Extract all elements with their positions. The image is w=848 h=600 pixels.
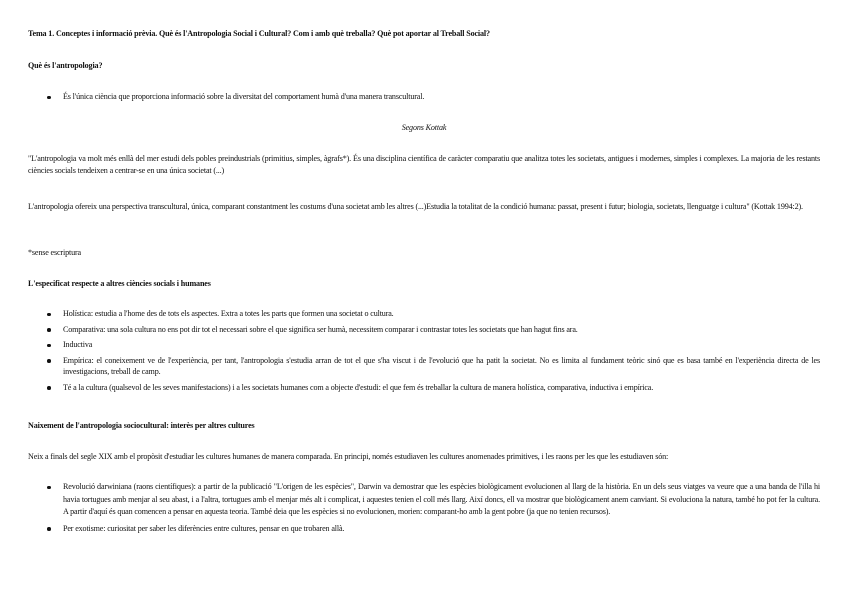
bullet-icon	[47, 486, 51, 490]
list-item: Empírica: el coneixement ve de l'experiència, per tant, l'antropologia s'estudia arran de tot el que s'ha viscut i de l'evolució que ha patit la societat. No es limita al fundament teòric sinó que es basa també en l'experiència directa de les investigacions, treball de camp.	[28, 355, 820, 378]
bullet-icon	[47, 527, 51, 531]
section-heading-what-is-anthropology: Què és l'antropologia?	[28, 61, 103, 70]
list-item: Holística: estudia a l'home des de tots els aspectes. Extra a totes les parts que formen una societat o cultura.	[28, 308, 820, 320]
bullet-list-characteristics	[28, 308, 820, 397]
footnote: *sense escriptura	[28, 248, 81, 257]
list-item: Per exotisme: curiositat per saber les diferències entre cultures, pensar en que trobaren allà.	[28, 523, 820, 536]
bullet-icon	[47, 344, 51, 348]
bullet-icon	[47, 328, 51, 332]
bullet-icon	[47, 386, 51, 390]
list-item: Té a la cultura (qualsevol de les seves manifestacions) i a les societats humanes com a objecte d'estudi: el que fem és treballar la cultura de manera holística, comparativa, inductiva i empírica.	[28, 382, 820, 394]
document-title: Tema 1. Conceptes i informació prèvia. Què és l'Antropologia Social i Cultural? Com i amb què treballa? Què pot aportar al Treball Social?	[28, 29, 490, 38]
list-item: Revolució darwiniana (raons científiques): a partir de la publicació "L'origen de les espècies", Darwin va demostrar que les espècies biològicament evolucionen al llarg de la història. En un dels seus viatges va veure que a una banda de l'illa hi havia tortugues amb menjar al seu abast, i a l'altra, tortugues amb el menjar més alt i complicat, i aquestes tenien el coll més llarg. Així doncs, ell va mostrar que biològicament anem canviant. Si evoluciona la natura, també ho pot fer la cultura. A partir d'aquí és quan comencen a pensar en aquesta teoria. També deia que les espècies si no evolucionen, morien: comparant-ho amb la gent pobre (ja que no tenien recursos).	[28, 481, 820, 519]
bullet-icon	[47, 96, 51, 100]
section-heading-birth-of-anthropology: Naixement de l'antropologia sociocultural: interès per altres cultures	[28, 421, 255, 430]
quote-paragraph-2: L'antropologia ofereix una perspectiva transcultural, única, comparant constantment les costums d'una societat amb les altres (...)Estudia la totalitat de la condició humana: passat, present i futur; biologia, societats, llenguatge i cultura" (Kottak 1994:2).	[28, 202, 803, 211]
bullet-icon	[47, 313, 51, 317]
quote-paragraph-1: "L'antropologia va molt més enllà del mer estudi dels pobles preindustrials (primitius, simples, àgrafs*). És una disciplina científica de caràcter comparatiu que analitza totes les societats, antigues i modernes, simples i complexes. La majoria de les restants ciències socials tendeixen a centrar-se en una única societat (...)	[28, 154, 820, 175]
list-item: És l'única ciència que proporciona informació sobre la diversitat del comportament humà d'una manera transcultural.	[28, 91, 820, 103]
section-heading-specificity: L'especificat respecte a altres ciències socials i humanes	[28, 279, 211, 288]
list-item: Comparativa: una sola cultura no ens pot dir tot el necessari sobre el que significa ser humà, necessitem comparar i contrastar totes les societats que han hagut fins ara.	[28, 324, 820, 336]
bullet-list-reasons	[28, 481, 820, 539]
bullet-icon	[47, 359, 51, 363]
list-item: Inductiva	[28, 339, 820, 351]
source-attribution: Segons Kottak	[401, 123, 447, 132]
intro-paragraph: Neix a finals del segle XIX amb el propòsit d'estudiar les cultures humanes de manera comparada. En principi, només estudiaven les cultures anomenades primitives, i les raons per les que les estudiaven són:	[28, 452, 669, 461]
bullet-list-definition	[28, 91, 820, 107]
